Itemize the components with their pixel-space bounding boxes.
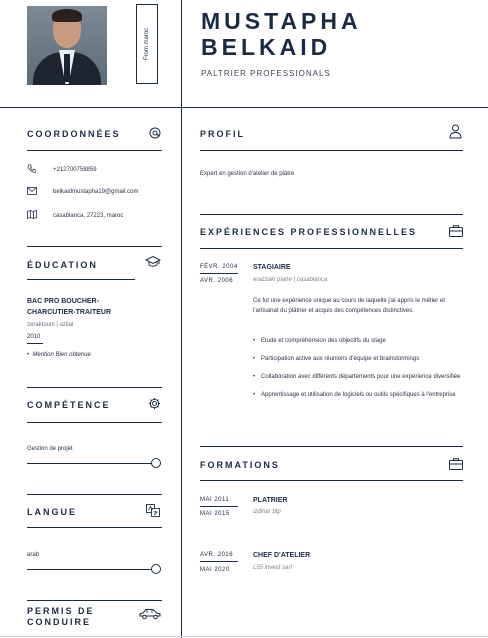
competence-top-line [27, 387, 162, 388]
user-icon [449, 124, 462, 142]
education-year: 2010 [27, 334, 41, 340]
column-divider [181, 0, 182, 638]
formation-end-date: MAI 2015 [200, 511, 230, 517]
phone-text[interactable]: +212700758859 [53, 166, 97, 173]
permis-top-line [27, 600, 162, 601]
education-degree [27, 296, 157, 318]
exp-bullet: • Etude et compréhension des objectifs du stage [253, 336, 465, 346]
exp-bullet: • Participation active aux réunions d'équipe et brainstormings [253, 354, 465, 364]
job-headline: PALTRIER PROFESSIONALS [201, 69, 331, 78]
address-row [27, 210, 123, 221]
phone-row [27, 164, 97, 175]
competence-heading: COMPÉTENCE [27, 400, 111, 410]
education-bullet-text: Mention Bien obtenue [32, 352, 91, 358]
skill-level-knob [151, 458, 161, 468]
gear-icon [148, 397, 161, 413]
header-divider [0, 107, 488, 108]
experiences-heading: EXPÉRIENCES PROFESSIONNELLES [200, 227, 418, 237]
formation-start-date: AVR. 2016 [200, 552, 234, 558]
formations-heading: FORMATIONS [200, 460, 280, 470]
formation-school: izdihar btp [253, 509, 281, 515]
briefcase-icon [449, 458, 463, 473]
experiences-line [200, 248, 463, 249]
coordonnees-heading: COORDONNÉES [27, 129, 121, 139]
name-first: MUSTAPHA [201, 8, 362, 34]
degree-line2: CHARCUTIER-TRAITEUR [27, 309, 111, 316]
full-name [201, 8, 362, 60]
competence-line [27, 422, 162, 423]
formation-date-separator [200, 561, 238, 562]
profil-heading: PROFIL [200, 129, 245, 139]
langue-top-line [27, 494, 162, 495]
profile-photo [27, 6, 107, 85]
formation-end-date: MAI 2020 [200, 567, 230, 573]
address-text: casablanca, 27223, maroc [53, 212, 124, 219]
map-icon [27, 210, 53, 221]
page-bottom-edge [0, 636, 488, 637]
name-last: BELKAID [201, 34, 332, 60]
experiences-top-line [200, 214, 463, 215]
language-label: arab [27, 552, 40, 558]
skill-label: Gestion de projet [27, 446, 73, 452]
exp-start-date: FÉVR. 2004 [200, 264, 238, 270]
langue-line [27, 527, 162, 528]
email-text[interactable]: belkaidmustapha19@gmail.com [53, 189, 139, 195]
exp-description: Ce fut une expérience unique au cours de laquelle j'ai appris le métier et l'artisanat du plâtrier et acquis des compétences distinctives. [253, 298, 445, 314]
graduation-cap-icon [145, 255, 161, 272]
language-level-track [27, 569, 156, 570]
education-year-line [27, 343, 43, 344]
formations-line [200, 480, 463, 481]
profil-line [200, 150, 463, 151]
exp-bullet-list [253, 336, 465, 408]
profile-summary: Expert en gestion d'atelier de plâtre [200, 171, 295, 177]
from-box [136, 4, 158, 84]
langue-heading: LANGUE [27, 507, 77, 517]
degree-line1: BAC PRO BOUCHER- [27, 298, 99, 305]
formation-date-separator [200, 506, 238, 507]
permis-line1: PERMIS DE [27, 606, 95, 616]
education-bullet: • Mention Bien obtenue [27, 352, 91, 358]
translate-icon [146, 504, 160, 520]
education-top-line [27, 246, 162, 247]
permis-line2: CONDUIRE [27, 617, 92, 627]
language-level-knob [151, 564, 161, 574]
car-icon [139, 608, 161, 623]
at-sign-icon [149, 127, 161, 142]
exp-bullet: • Collaboration avec différents départements pour une expérience diversifiée [253, 372, 465, 382]
formation-start-date: MAI 2011 [200, 497, 230, 503]
exp-date-separator [200, 273, 238, 274]
formation-title: CHEF D'ATELIER [253, 552, 311, 559]
exp-end-date: AVR. 2006 [200, 278, 234, 284]
from-label: From maroc [144, 27, 150, 61]
phone-icon [27, 164, 53, 175]
email-row [27, 187, 138, 197]
formation-title: PLATRIER [253, 497, 288, 504]
education-school: zeraktouni | azilal [27, 322, 74, 328]
exp-job-title: STAGIAIRE [253, 264, 291, 271]
formation-school: L55 invest sarl [253, 565, 292, 571]
formations-top-line [200, 446, 463, 447]
exp-bullet: • Apprentissage et utilisation de logiciels ou outils spécifiques à l'entreprise [253, 390, 465, 400]
coordonnees-line [27, 150, 162, 151]
education-line [27, 279, 135, 280]
envelope-icon [27, 187, 53, 197]
briefcase-icon [449, 225, 463, 240]
skill-level-track [27, 463, 156, 464]
education-heading: ÉDUCATION [27, 260, 98, 270]
exp-company: erazzaki platre | casablanca [253, 277, 328, 283]
